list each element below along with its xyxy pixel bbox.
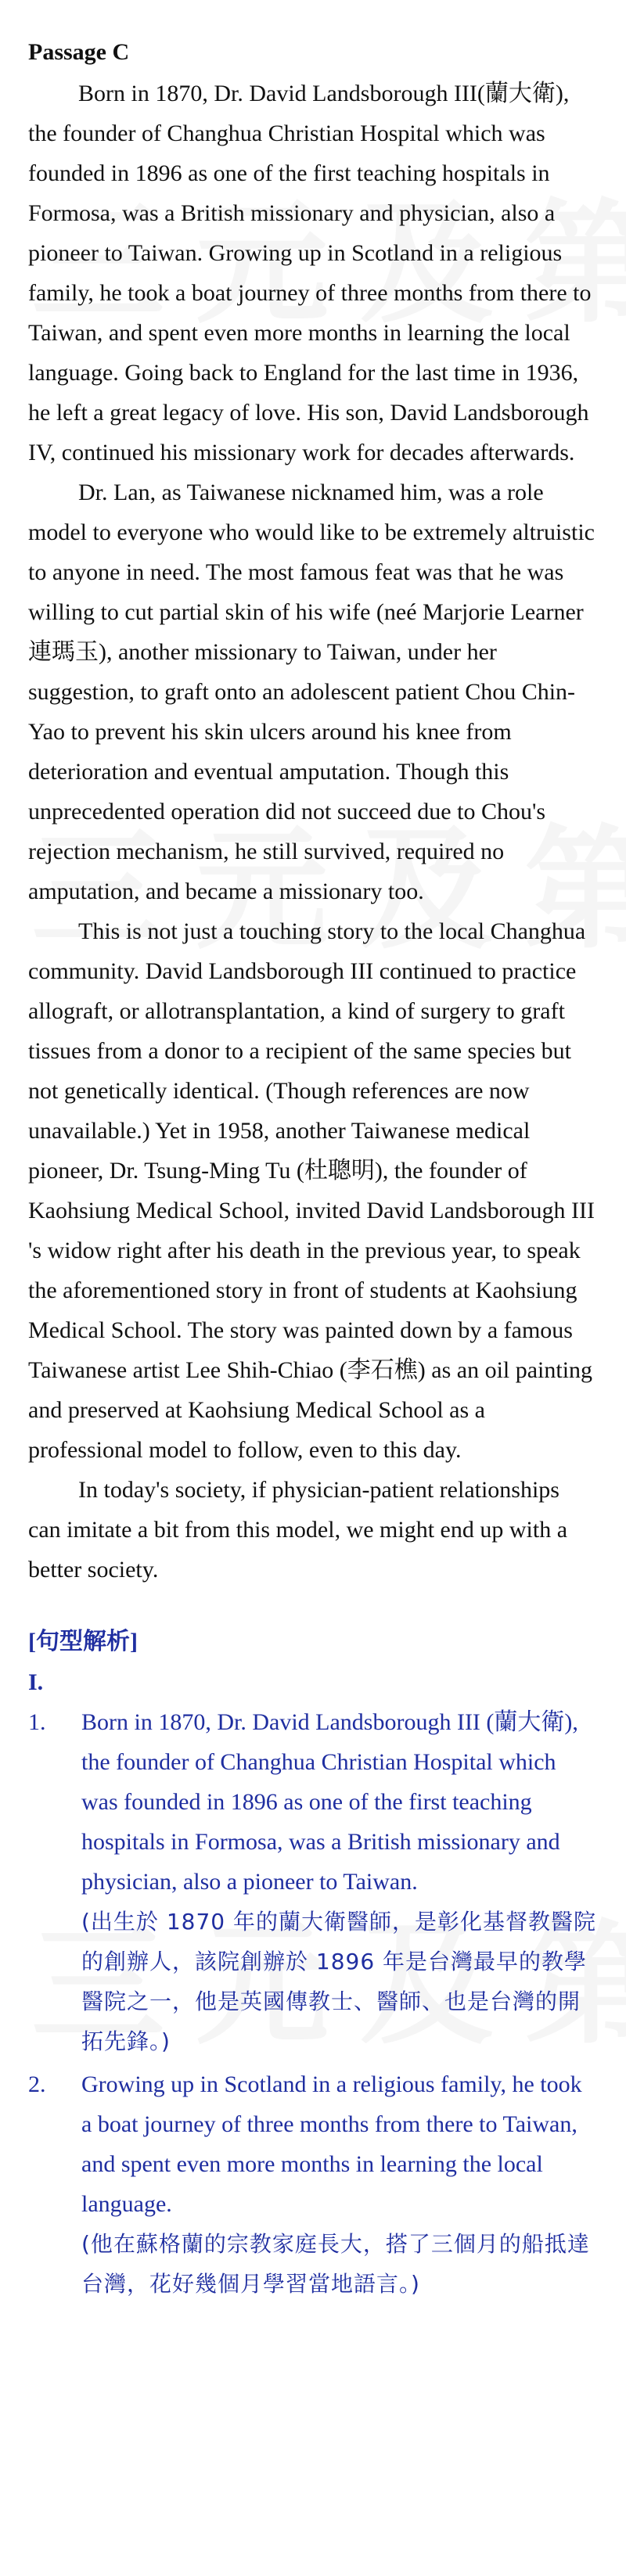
analysis-title: [句型解析] <box>28 1629 138 1654</box>
analysis-section-number: I. <box>28 1669 44 1695</box>
passage-paragraph-2: Dr. Lan, as Taiwanese nicknamed him, was a role model to everyone who would like to be extremely altruistic to anyone in need. The most famous feat was that he was willing to cut partial skin of his wife (neé Marjorie Learner 連瑪玉), another missionary to Taiwan, under her suggestion, to graft onto an adolescent patient Chou Chin-Yao to prevent his skin ulcers around his knee from deterioration and eventual amputation. Though this unprecedented operation did not succeed due to Chou's rejection mechanism, he still survived, required no amputation, and became a missionary too. <box>28 480 595 904</box>
item-chinese-translation: (出生於 1870 年的蘭大衛醫師，是彰化基督教醫院的創辦人，該院創辦於 1896 年是台灣最早的教學醫院之一，他是英國傳教士、醫師、也是台灣的開拓先鋒。) <box>81 1909 596 2054</box>
passage-paragraph-4: In today's society, if physician-patient relationships can imitate a bit from this model, we might end up with a better society. <box>28 1477 568 1583</box>
analysis-list <box>28 1702 598 2304</box>
analysis-item <box>28 2064 598 2304</box>
item-number: 1. <box>28 1709 46 1735</box>
passage-paragraph-1: Born in 1870, Dr. David Landsborough III(蘭大衛), the founder of Changhua Christian Hospital which was founded in 1896 as one of the first teaching hospitals in Formosa, was a British missionary and physician, also a pioneer to Taiwan. Growing up in Scotland in a religious family, he took a boat journey of three months from there to Taiwan, and spent even more months in learning the local language. Going back to England for the last time in 1936, he left a great legacy of love. His son, David Landsborough IV, continued his missionary work for decades afterwards. <box>28 81 592 465</box>
item-english-sentence: Growing up in Scotland in a religious family, he took a boat journey of three months from there to Taiwan, and spent even more months in learning the local language. <box>81 2071 582 2217</box>
item-number: 2. <box>28 2071 46 2097</box>
passage-heading: Passage C <box>28 39 130 65</box>
sentence-analysis-section <box>28 1621 598 2304</box>
item-english-sentence: Born in 1870, Dr. David Landsborough III (蘭大衛), the founder of Changhua Christian Hospital which was founded in 1896 as one of the first teaching hospitals in Formosa, was a British missionary and physician, also a pioneer to Taiwan. <box>81 1709 578 1895</box>
passage-paragraph-3: This is not just a touching story to the local Changhua community. David Landsborough III continued to practice allograft, or allotransplantation, a kind of surgery to graft tissues from a donor to a recipient of the same species but not genetically identical. (Though references are now unavailable.) Yet in 1958, another Taiwanese medical pioneer, Dr. Tsung-Ming Tu (杜聰明), the founder of Kaohsiung Medical School, invited David Landsborough III 's widow right after his death in the previous year, to speak the aforementioned story in front of students at Kaohsiung Medical School. The story was painted down by a famous Taiwanese artist Lee Shih-Chiao (李石樵) as an oil painting and preserved at Kaohsiung Medical School as a professional model to follow, even to this day. <box>28 918 595 1463</box>
item-chinese-translation: (他在蘇格蘭的宗教家庭長大，搭了三個月的船抵達台灣，花好幾個月學習當地語言。) <box>81 2231 590 2297</box>
analysis-item <box>28 1702 598 2061</box>
